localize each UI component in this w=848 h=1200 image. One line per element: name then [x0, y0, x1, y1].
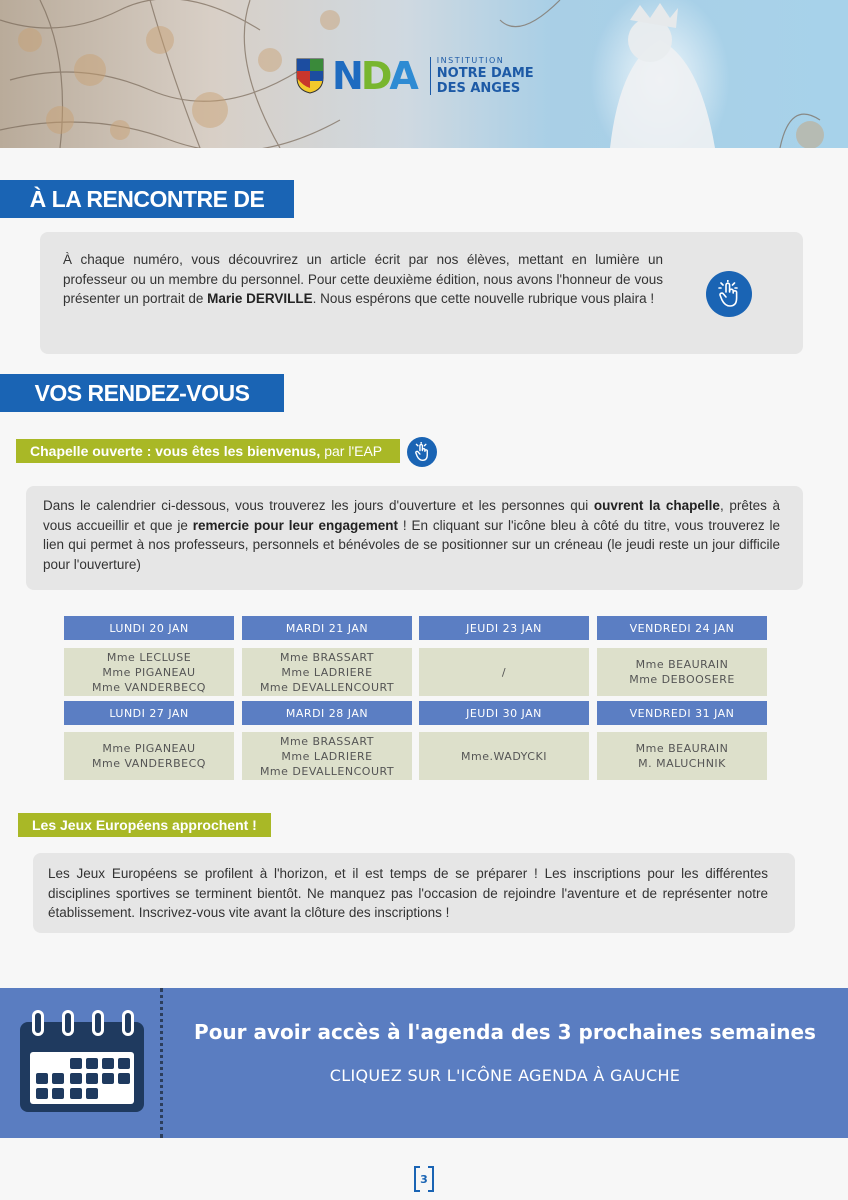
chapelle-bold-1: ouvrent la chapelle	[593, 498, 720, 513]
banner-title: VOS RENDEZ-VOUS	[34, 379, 250, 406]
page-number	[414, 1166, 434, 1192]
pointer-hand-icon-svg	[716, 280, 742, 308]
calendar-person: Mme.WADYCKI	[461, 749, 547, 763]
calendar-person: Mme DEBOOSERE	[629, 673, 735, 686]
institution-line-1: NOTRE DAME	[436, 66, 534, 81]
calendar-day-header: MARDI 28 JAN	[242, 701, 412, 725]
chapelle-text	[43, 496, 780, 574]
rencontre-card	[40, 232, 803, 354]
calendar-day-header: JEUDI 30 JAN	[419, 701, 589, 725]
calendar-day-header: LUNDI 20 JAN	[64, 616, 234, 640]
rencontre-text	[63, 250, 663, 309]
banner-title: À LA RENCONTRE DE	[29, 185, 265, 212]
calendar-cell	[64, 648, 234, 696]
jeux-subheading	[18, 813, 271, 837]
agenda-subtitle: CLIQUEZ SUR L'ICÔNE AGENDA À GAUCHE	[329, 1066, 681, 1085]
calendar-cell	[597, 732, 767, 780]
calendar-person: Mme LADRIERE	[281, 665, 373, 679]
calendar-person: Mme VANDERBECQ	[92, 680, 206, 694]
calendar-cell	[419, 732, 589, 780]
section-banner-rendezvous	[0, 374, 284, 412]
chapelle-bold-2: remercie pour leur engagement	[192, 517, 398, 533]
chapelle-subheading	[16, 439, 400, 463]
institution-logo[interactable]	[296, 56, 534, 96]
jeux-card	[33, 853, 795, 933]
chapelle-title-light: par l'EAP	[324, 443, 383, 459]
calendar-day-header: VENDREDI 31 JAN	[597, 701, 767, 725]
rencontre-name: Marie DERVILLE	[207, 291, 313, 306]
calendar-person: Mme PIGANEAU	[102, 742, 196, 755]
agenda-title: Pour avoir accès à l'agenda des 3 prochaines semaines	[194, 1020, 816, 1044]
calendar-person: Mme DEVALLENCOURT	[259, 680, 395, 694]
calendar-person: /	[501, 665, 507, 679]
calendar-cell	[597, 648, 767, 696]
rencontre-text-after: . Nous espérons que cette nouvelle rubrique vous plaira !	[312, 291, 655, 306]
calendar-day-header: VENDREDI 24 JAN	[597, 616, 767, 640]
chapelle-title-bold: Chapelle ouverte : vous êtes les bienvenus,	[30, 443, 321, 459]
calendar-day-header: JEUDI 23 JAN	[419, 616, 589, 640]
calendar-person: Mme BEAURAIN	[635, 742, 729, 755]
calendar-icon[interactable]	[18, 1010, 146, 1114]
pointer-hand-icon[interactable]	[706, 271, 752, 317]
calendar-cell	[64, 732, 234, 780]
jeux-title: Les Jeux Européens approchent !	[32, 817, 257, 833]
agenda-banner	[0, 988, 848, 1138]
coat-of-arms-icon	[296, 58, 324, 94]
header-banner-image	[0, 0, 848, 148]
calendar-person: M. MALUCHNIK	[638, 757, 726, 770]
pointer-hand-icon	[413, 442, 431, 462]
calendar-person: Mme BRASSART	[280, 650, 374, 664]
calendar-day-header: MARDI 21 JAN	[242, 616, 412, 640]
calendar-day-header: LUNDI 27 JAN	[64, 701, 234, 725]
calendar-person: Mme BRASSART	[280, 734, 374, 748]
calendar-person: Mme LECLUSE	[106, 650, 192, 664]
calendar-person: Mme LADRIERE	[281, 749, 373, 763]
calendar-cell	[242, 648, 412, 696]
institution-name	[430, 57, 534, 95]
chapelle-link-icon[interactable]	[407, 437, 437, 467]
calendar-person: Mme VANDERBECQ	[92, 757, 206, 770]
chapelle-text-3: ! En cliquant sur l'icône bleu à côté du titre, vous trouverez le lien qui permet à nos professeurs, personnels et bénévoles de se positionner sur un créneau (le jeudi reste un jour difficile pour l'ouverture)	[43, 517, 780, 572]
chapelle-text-1: Dans le calendrier ci-dessous, vous trouverez les jours d'ouverture et les personnes qui	[43, 498, 594, 513]
dotted-divider	[160, 988, 163, 1138]
chapelle-text-2: , prêtes à vous accueillir et que je	[43, 498, 781, 533]
calendar-cell	[419, 648, 589, 696]
nda-logo-letters: NDA	[332, 54, 416, 98]
calendar-cell	[242, 732, 412, 780]
calendar-person: Mme BEAURAIN	[635, 658, 729, 671]
rencontre-text-before: À chaque numéro, vous découvrirez un article écrit par nos élèves, mettant en lumière un professeur ou un membre du personnel. Pour cette deuxième édition, nous avons l'honneur de vous présenter un portrait de	[63, 252, 663, 306]
institution-small-label: INSTITUTION	[436, 56, 505, 65]
section-banner-rencontre	[0, 180, 294, 218]
chapelle-card	[26, 486, 803, 590]
calendar-person: Mme PIGANEAU	[102, 665, 196, 679]
page-number-value: 3	[420, 1172, 428, 1186]
calendar-person: Mme DEVALLENCOURT	[259, 764, 395, 778]
jeux-text: Les Jeux Européens se profilent à l'horizon, et il est temps de se préparer ! Les inscriptions pour les différentes disciplines sportives se terminent bientôt. Ne manquez pas l'occasion de rejoindre l'aventure et de représenter notre établissement. Inscrivez-vous vite avant la clôture des inscriptions !	[48, 866, 768, 920]
institution-line-2: DES ANGES	[436, 81, 521, 96]
